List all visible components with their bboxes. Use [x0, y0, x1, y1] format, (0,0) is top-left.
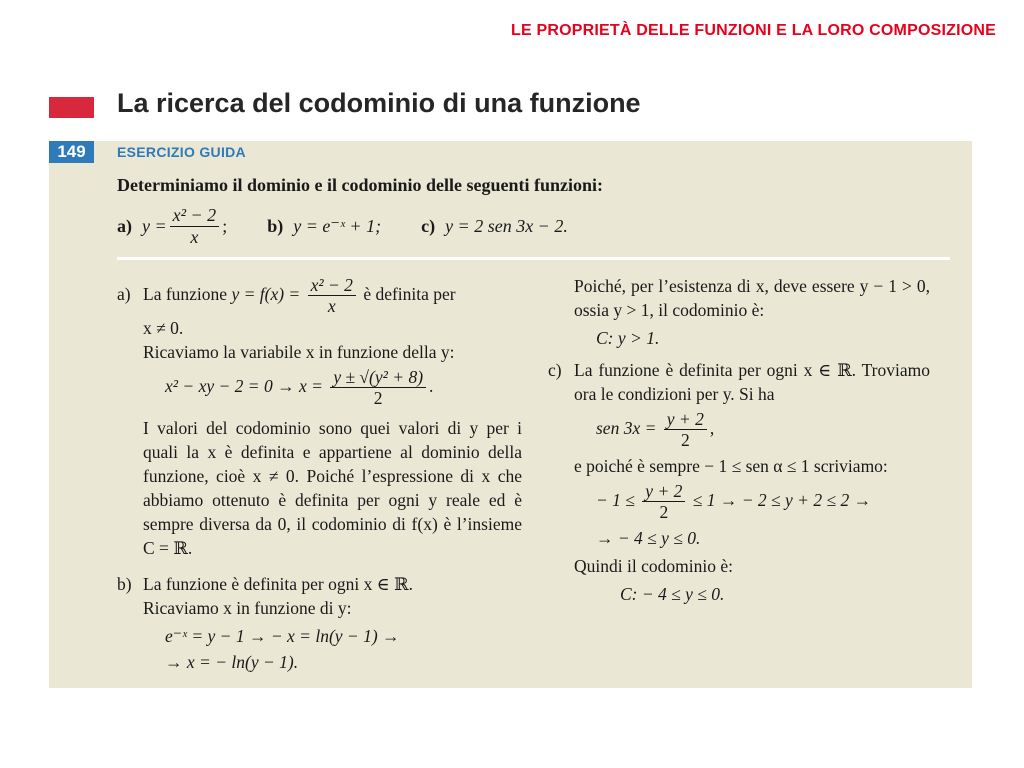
solution-c-text: La funzione è definita per ogni x ∈ ℝ. Troviamo ora le condizioni per y. Si ha — [574, 360, 930, 404]
ineq-den: 2 — [659, 502, 669, 523]
ineq-num: y + 2 — [642, 482, 685, 502]
solution-b-line1 — [117, 572, 522, 596]
right-result2-wrap — [548, 582, 930, 606]
solution-a-eq-den: 2 — [373, 388, 383, 409]
function-b-expr: y = e⁻ˣ + 1; — [293, 215, 382, 236]
function-a-fraction — [170, 206, 220, 247]
solution-a-frac-den: x — [327, 296, 336, 317]
right-result2: C: − 4 ≤ y ≤ 0. — [620, 583, 725, 604]
sen-equation — [574, 410, 930, 450]
solution-a-intro-text: La funzione — [143, 283, 228, 304]
solution-a-line3: Ricaviamo la variabile x in funzione della y: — [143, 341, 455, 362]
sen-den: 2 — [680, 430, 690, 451]
solution-a-fraction — [308, 276, 356, 316]
solution-b-eq2: → x = − ln(y − 1). — [165, 651, 299, 672]
solution-b-line2: Ricaviamo x in funzione di y: — [143, 597, 352, 618]
solution-a-post: è definita per — [363, 283, 456, 304]
solution-b-eq1: e⁻ˣ = y − 1 → − x = ln(y − 1) → — [165, 625, 400, 646]
exercise-intro: Determiniamo il dominio e il codominio delle seguenti funzioni: — [117, 175, 603, 195]
inequality-wrap — [548, 482, 930, 550]
section-marker — [49, 97, 94, 118]
function-c-label: c) — [421, 215, 436, 236]
solution-a-eq-num: y ± √(y² + 8) — [330, 368, 426, 388]
left-column — [117, 276, 522, 678]
solution-a-frac-num: x² − 2 — [308, 276, 356, 296]
solution-b-label: b) — [117, 573, 132, 594]
solution-a-math: y = f(x) = — [231, 283, 301, 304]
solution-a-line2: x ≠ 0. — [143, 317, 184, 338]
solution-a-equation — [143, 368, 522, 408]
divider — [117, 257, 950, 260]
solution-a-eq-tail: . — [429, 375, 434, 396]
solution-b-equations — [117, 624, 522, 674]
solution-b-line1-text: La funzione è definita per ogni x ∈ ℝ. — [143, 573, 413, 594]
solution-a-eq-fraction — [330, 368, 426, 408]
solution-a-line1 — [117, 276, 522, 316]
ineq-fraction — [642, 482, 685, 522]
sen-tail: , — [709, 417, 715, 438]
solution-a-equation-wrap — [117, 368, 522, 408]
inequality-line1 — [574, 482, 930, 522]
exercise-label: ESERCIZIO GUIDA — [117, 144, 246, 160]
right-result1-wrap — [548, 326, 930, 350]
sen-equation-wrap — [548, 410, 930, 450]
chapter-title: LE PROPRIETÀ DELLE FUNZIONI E LA LORO COMPOSIZIONE — [511, 22, 996, 39]
function-a-lhs: y = — [142, 215, 167, 236]
function-a-label: a) — [117, 215, 132, 236]
function-a-numerator: x² − 2 — [170, 206, 220, 227]
function-a-denominator: x — [190, 226, 199, 247]
right-c-para — [548, 358, 930, 406]
function-a-tail: ; — [222, 215, 228, 236]
sen-left: sen 3x = — [596, 417, 657, 438]
right-column — [548, 274, 930, 610]
exercise-number-badge: 149 — [49, 141, 94, 163]
solution-a-paragraph: I valori del codominio sono quei valori di y per i quali la x è definita e appartiene al dominio della funzione, cioè x ≠ 0. Poiché l’espressione di x che abbiamo ottenuto è definita per ogni y reale ed è sempre diversa da 0, il codominio di f(x) è l’insieme C = ℝ. — [143, 417, 522, 558]
sen-num: y + 2 — [664, 410, 707, 430]
function-c-expr: y = 2 sen 3x − 2. — [445, 215, 568, 236]
right-para2: e poiché è sempre − 1 ≤ sen α ≤ 1 scriviamo: — [574, 455, 888, 476]
solution-a-eq-left: x² − xy − 2 = 0 → x = — [165, 375, 323, 396]
ineq-left: − 1 ≤ — [596, 489, 635, 510]
solution-a-label: a) — [117, 283, 131, 304]
ineq-right: ≤ 1 → − 2 ≤ y + 2 ≤ 2 → — [692, 489, 872, 510]
functions-row — [117, 206, 568, 247]
solution-c-label: c) — [548, 360, 562, 380]
right-para3: Quindi il codominio è: — [574, 555, 733, 576]
section-title: La ricerca del codominio di una funzione — [117, 88, 641, 118]
right-result1: C: y > 1. — [596, 328, 660, 348]
sen-fraction — [664, 410, 707, 450]
function-b-label: b) — [267, 215, 284, 236]
right-para1: Poiché, per l’esistenza di x, deve essere y − 1 > 0, ossia y > 1, il codominio è: — [574, 276, 930, 320]
inequality-line2: → − 4 ≤ y ≤ 0. — [596, 527, 701, 548]
